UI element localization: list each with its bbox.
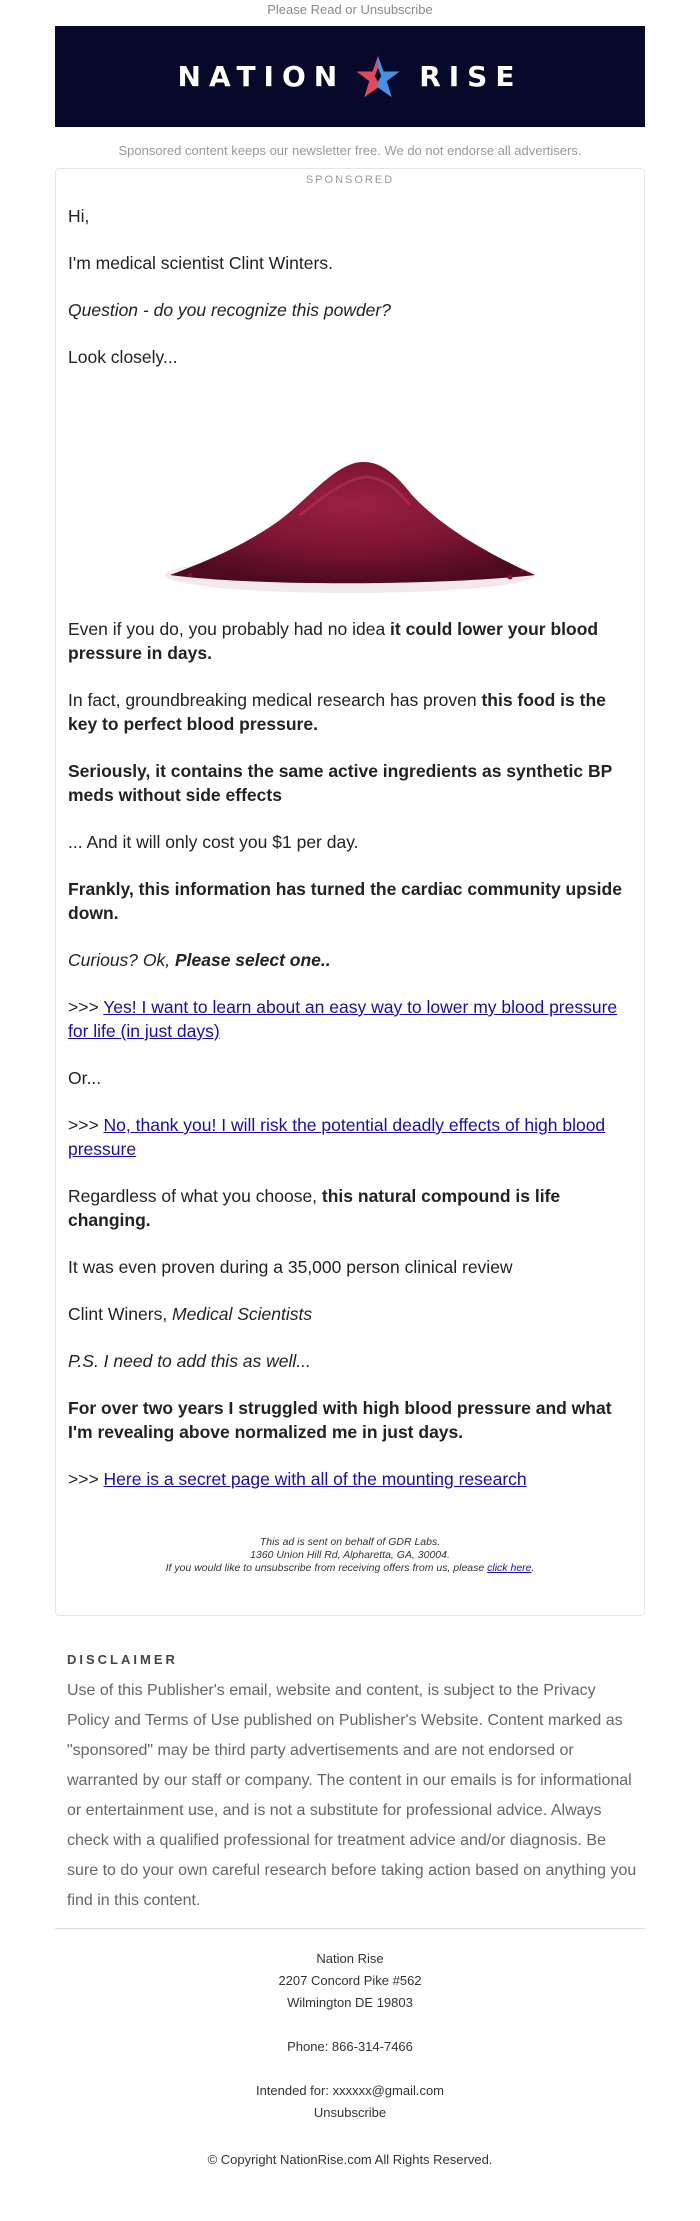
ad-footer	[0, 1536, 700, 1575]
footer-city: Wilmington DE 19803	[287, 1995, 413, 2010]
signature	[68, 1302, 638, 1326]
or-text: Or...	[68, 1068, 102, 1088]
p2-text: In fact, groundbreaking medical research has proven	[68, 690, 482, 710]
p3-bold: Seriously, it contains the same active ingredients as synthetic BP meds without side effects	[68, 761, 612, 805]
paragraph-8: It was even proven during a 35,000 person clinical review	[68, 1257, 513, 1277]
ad-footer-line3-end: .	[531, 1562, 535, 1574]
p1-bold: it could lower your blood pressure in days.	[68, 619, 599, 663]
ad-footer-line3-text: If you would like to unsubscribe from receiving offers from us, please	[165, 1562, 488, 1574]
sponsor-note: Sponsored content keeps our newsletter free. We do not endorse all advertisers.	[118, 143, 582, 158]
paragraph-2	[68, 688, 638, 736]
paragraph-7	[68, 1184, 638, 1232]
footer-name: Nation Rise	[316, 1951, 384, 1966]
footer-copyright: © Copyright NationRise.com All Rights Reserved.	[207, 2152, 493, 2167]
paragraph-5	[68, 877, 638, 925]
paragraph-9	[68, 1396, 638, 1444]
arrow-text: >>>	[68, 997, 104, 1017]
signature-name: Clint Winers,	[68, 1304, 173, 1324]
greeting: Hi,	[68, 206, 90, 226]
brand-word-left: NATION	[177, 60, 346, 93]
sponsored-label: SPONSORED	[305, 174, 395, 186]
arrow-text: >>>	[68, 1469, 104, 1489]
ps-italic: P.S. I need to add this as well...	[68, 1351, 311, 1371]
powder-image	[150, 425, 550, 605]
question-text	[68, 298, 638, 322]
brand-word-right: RISE	[419, 60, 523, 93]
signature-title: Medical Scientists	[172, 1304, 313, 1324]
paragraph-1	[68, 617, 638, 665]
p9-bold: For over two years I struggled with high blood pressure and what I'm revealing above normalized me in just days.	[68, 1398, 612, 1442]
p6-italic: Curious? Ok,	[68, 950, 175, 970]
p7-text: Regardless of what you choose,	[68, 1186, 322, 1206]
footer-street: 2207 Concord Pike #562	[278, 1973, 422, 1988]
divider	[55, 1928, 645, 1929]
star-icon	[355, 54, 401, 100]
ad-footer-line2: 1360 Union Hill Rd, Alpharetta, GA, 30004.	[250, 1549, 450, 1561]
no-line	[68, 1113, 638, 1161]
paragraph-6	[68, 948, 638, 972]
brand-banner[interactable]	[55, 26, 645, 127]
yes-line	[68, 995, 638, 1043]
footer-address	[0, 1948, 700, 2014]
footer-unsubscribe-link[interactable]: Unsubscribe	[313, 2105, 387, 2120]
yes-link[interactable]: Yes! I want to learn about an easy way to lower my blood pressure for life (in just days)	[68, 997, 618, 1041]
ad-footer-line1: This ad is sent on behalf of GDR Labs.	[259, 1536, 441, 1548]
disclaimer-title: DISCLAIMER	[67, 1652, 178, 1667]
footer-intended: Intended for: xxxxxx@gmail.com	[255, 2083, 445, 2098]
ad-footer-line3	[0, 1562, 700, 1575]
p5-bold: Frankly, this information has turned the cardiac community upside down.	[68, 879, 622, 923]
intro-text: I'm medical scientist Clint Winters.	[68, 253, 333, 273]
ps-text	[68, 1349, 638, 1373]
paragraph-3	[68, 759, 638, 807]
secret-line	[68, 1467, 638, 1491]
disclaimer-text: Use of this Publisher's email, website and content, is subject to the Privacy Policy and Terms of Use published on Publisher's Website. Content marked as "sponsored" may be third party advertisements and are not endorsed or warranted by our staff or company. The content in our emails is for informational or entertainment use, and is not a substitute for professional advice. Always check with a qualified professional for treatment advice and/or diagnosis. Be sure to do your own careful research before taking action based on anything you find in this content.	[67, 1682, 637, 1909]
question-italic: Question - do you recognize this powder?	[68, 300, 391, 320]
p7-bold: this natural compound is life changing.	[68, 1186, 561, 1230]
p6-bold-italic: Please select one..	[174, 950, 331, 970]
paragraph-4: ... And it will only cost you $1 per day.	[68, 832, 359, 852]
p2-bold: this food is the key to perfect blood pressure.	[68, 690, 606, 734]
secret-link[interactable]: Here is a secret page with all of the mounting research	[103, 1469, 527, 1489]
look-text: Look closely...	[68, 347, 178, 367]
p1-text: Even if you do, you probably had no idea	[68, 619, 391, 639]
arrow-text: >>>	[68, 1115, 104, 1135]
no-link[interactable]: No, thank you! I will risk the potential deadly effects of high blood pressure	[68, 1115, 606, 1159]
preheader[interactable]: Please Read or Unsubscribe	[267, 2, 433, 17]
footer-phone: Phone: 866-314-7466	[287, 2039, 413, 2054]
ad-unsubscribe-link[interactable]: click here	[487, 1562, 532, 1574]
